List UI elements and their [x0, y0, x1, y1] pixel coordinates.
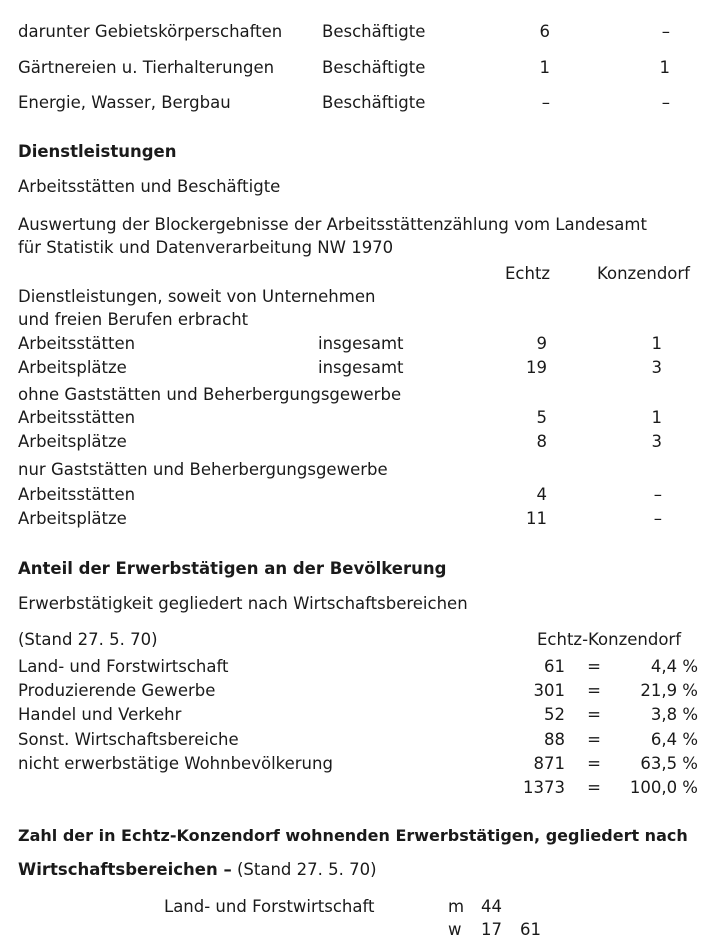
value-konzendorf: 3 — [651, 358, 662, 377]
stand-date: (Stand 27. 5. 70) — [18, 630, 158, 649]
value-echtz: 5 — [536, 408, 547, 427]
value-count: 88 — [544, 730, 565, 749]
sum-value: 61 — [520, 920, 541, 939]
value-echtz: 6 — [539, 22, 550, 41]
value-echtz: – — [541, 93, 550, 112]
equals-sign: = — [587, 730, 601, 749]
equals-sign: = — [587, 754, 601, 773]
row-label: Gärtnereien u. Tierhalterungen — [18, 58, 275, 77]
value-percent: 6,4 % — [650, 730, 698, 749]
row-label: Arbeitsstätten — [18, 485, 136, 504]
section-heading-line2 — [18, 860, 377, 880]
value-percent: 3,8 % — [650, 705, 698, 724]
row-qualifier: insgesamt — [318, 334, 404, 353]
section-subtitle: Arbeitsstätten und Beschäftigte — [18, 177, 281, 196]
value-count: 301 — [533, 681, 565, 700]
male-value: 44 — [481, 897, 502, 916]
row-unit: Beschäftigte — [322, 93, 426, 112]
stand-date: (Stand 27. 5. 70) — [236, 860, 377, 879]
value-konzendorf: 3 — [651, 432, 662, 451]
value-konzendorf: 1 — [659, 58, 670, 77]
column-header-echtz: Echtz — [505, 264, 551, 283]
section-heading: Zahl der in Echtz-Konzendorf wohnenden Erwerbstätigen, gegliedert nach — [18, 826, 688, 845]
value-konzendorf: – — [661, 93, 670, 112]
equals-sign: = — [587, 705, 601, 724]
value-konzendorf: – — [653, 509, 662, 528]
group-label: nur Gaststätten und Beherbergungsgewerbe — [18, 460, 388, 479]
value-echtz: 9 — [536, 334, 547, 353]
row-unit: Beschäftigte — [322, 58, 426, 77]
group-label: Dienstleistungen, soweit von Unternehmen — [18, 287, 376, 306]
value-percent: 63,5 % — [640, 754, 698, 773]
row-label: Arbeitsplätze — [18, 358, 127, 377]
row-label: Arbeitsplätze — [18, 509, 127, 528]
value-konzendorf: – — [653, 485, 662, 504]
row-label: nicht erwerbstätige Wohnbevölkerung — [18, 754, 333, 773]
section-heading: Dienstleistungen — [18, 142, 177, 161]
value-konzendorf: 1 — [651, 408, 662, 427]
row-label: Land- und Forstwirtschaft — [18, 657, 229, 676]
female-label: w — [448, 920, 462, 939]
value-echtz: 1 — [539, 58, 550, 77]
row-qualifier: insgesamt — [318, 358, 404, 377]
section-subtitle: Erwerbstätigkeit gegliedert nach Wirtschaftsbereichen — [18, 594, 468, 613]
equals-sign: = — [587, 778, 601, 797]
heading-bold-part: Wirtschaftsbereichen – — [18, 860, 232, 879]
column-header: Echtz-Konzendorf — [537, 630, 682, 649]
row-label: darunter Gebietskörperschaften — [18, 22, 283, 41]
total-percent: 100,0 % — [629, 778, 698, 797]
equals-sign: = — [587, 681, 601, 700]
source-line: für Statistik und Datenverarbeitung NW 1970 — [18, 238, 394, 257]
value-count: 871 — [533, 754, 565, 773]
row-label: Sonst. Wirtschaftsbereiche — [18, 730, 239, 749]
value-konzendorf: – — [661, 22, 670, 41]
female-value: 17 — [481, 920, 502, 939]
row-label: Handel und Verkehr — [18, 705, 182, 724]
section-heading: Anteil der Erwerbstätigen an der Bevölkerung — [18, 559, 447, 578]
row-unit: Beschäftigte — [322, 22, 426, 41]
value-percent: 21,9 % — [640, 681, 698, 700]
equals-sign: = — [587, 657, 601, 676]
value-count: 61 — [544, 657, 565, 676]
source-line: Auswertung der Blockergebnisse der Arbeitsstättenzählung vom Landesamt — [18, 215, 647, 234]
row-label: Arbeitsstätten — [18, 334, 136, 353]
group-label: ohne Gaststätten und Beherbergungsgewerbe — [18, 385, 402, 404]
value-konzendorf: 1 — [651, 334, 662, 353]
male-label: m — [448, 897, 465, 916]
row-label: Arbeitsstätten — [18, 408, 136, 427]
row-label: Energie, Wasser, Bergbau — [18, 93, 231, 112]
value-echtz: 19 — [526, 358, 547, 377]
value-percent: 4,4 % — [650, 657, 698, 676]
group-label: und freien Berufen erbracht — [18, 310, 249, 329]
value-count: 52 — [544, 705, 565, 724]
row-label: Land- und Forstwirtschaft — [164, 897, 375, 916]
total-count: 1373 — [523, 778, 565, 797]
column-header-konzendorf: Konzendorf — [597, 264, 690, 283]
value-echtz: 4 — [536, 485, 547, 504]
row-label: Arbeitsplätze — [18, 432, 127, 451]
value-echtz: 11 — [526, 509, 547, 528]
row-label: Produzierende Gewerbe — [18, 681, 216, 700]
value-echtz: 8 — [536, 432, 547, 451]
